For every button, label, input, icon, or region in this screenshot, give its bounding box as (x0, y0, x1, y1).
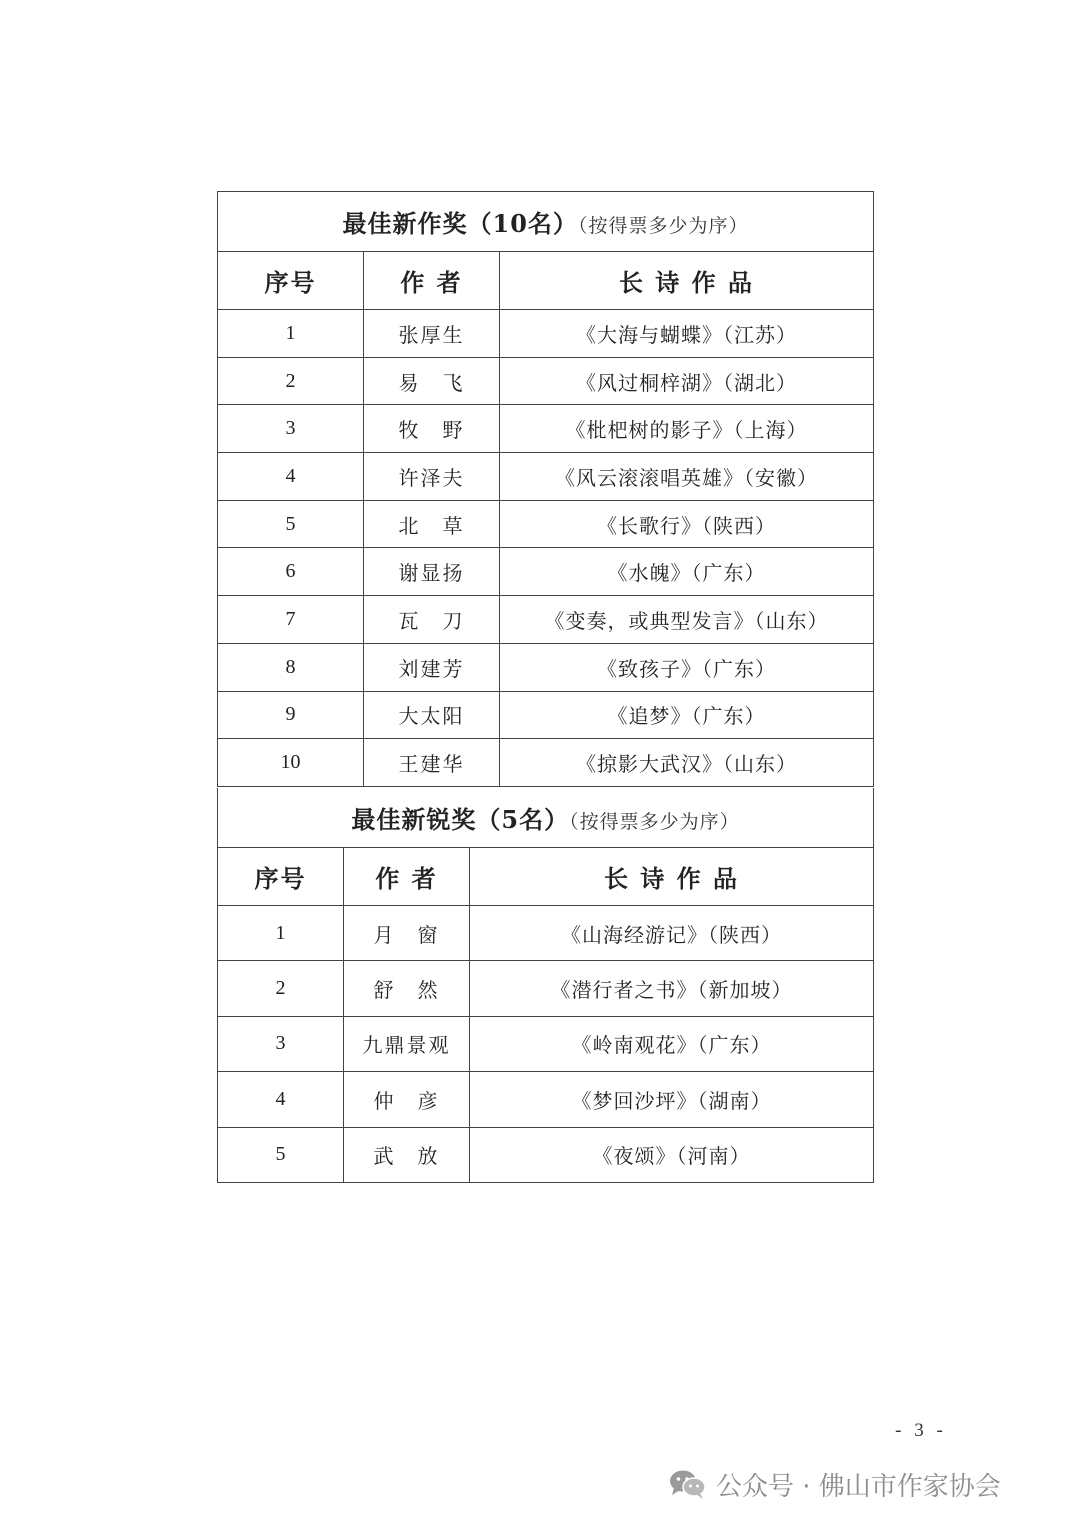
page-number: - 3 - (895, 1420, 947, 1441)
row-author: 北 草 (364, 500, 500, 548)
row-index: 10 (218, 739, 364, 787)
row-author: 九鼎景观 (344, 1016, 470, 1071)
row-index: 6 (218, 548, 364, 596)
table-row (218, 691, 874, 739)
table-title (218, 192, 874, 252)
table-row (218, 1072, 874, 1127)
table-row (218, 310, 874, 358)
table-title-main: 最佳新作奖（10名） (342, 209, 578, 238)
header-index: 序号 (218, 848, 344, 906)
row-author: 瓦 刀 (364, 596, 500, 644)
table-row (218, 357, 874, 405)
table-row (218, 500, 874, 548)
row-index: 1 (218, 906, 344, 961)
table-title-row (218, 788, 874, 848)
row-work: 《枇杷树的影子》（上海） (500, 405, 874, 453)
row-work: 《梦回沙坪》（湖南） (470, 1072, 874, 1127)
row-index: 2 (218, 961, 344, 1016)
header-index: 序号 (218, 252, 364, 310)
row-work: 《长歌行》（陕西） (500, 500, 874, 548)
row-work: 《风过桐梓湖》（湖北） (500, 357, 874, 405)
table-row (218, 739, 874, 787)
row-index: 4 (218, 453, 364, 501)
row-author: 张厚生 (364, 310, 500, 358)
row-index: 5 (218, 500, 364, 548)
header-author: 作 者 (364, 252, 500, 310)
row-index: 4 (218, 1072, 344, 1127)
row-work: 《夜颂》（河南） (470, 1127, 874, 1182)
watermark-text: 公众号 · 佛山市作家协会 (716, 1471, 1001, 1502)
row-index: 5 (218, 1127, 344, 1182)
row-work: 《潜行者之书》（新加坡） (470, 961, 874, 1016)
table-row (218, 961, 874, 1016)
row-author: 牧 野 (364, 405, 500, 453)
row-author: 王建华 (364, 739, 500, 787)
row-index: 3 (218, 405, 364, 453)
row-index: 2 (218, 357, 364, 405)
table-row (218, 643, 874, 691)
table-header-row (218, 252, 874, 310)
row-work: 《岭南观花》（广东） (470, 1016, 874, 1071)
row-work: 《掠影大武汉》（山东） (500, 739, 874, 787)
wechat-icon (668, 1468, 708, 1500)
row-work: 《水魄》（广东） (500, 548, 874, 596)
account-watermark (668, 1462, 1001, 1506)
row-index: 3 (218, 1016, 344, 1071)
row-work: 《变奏，或典型发言》（山东） (500, 596, 874, 644)
row-author: 武 放 (344, 1127, 470, 1182)
row-author: 月 窗 (344, 906, 470, 961)
best-newcomer-award-table (217, 788, 874, 1183)
table-row (218, 596, 874, 644)
table-row (218, 1127, 874, 1182)
row-author: 谢显扬 (364, 548, 500, 596)
row-work: 《致孩子》（广东） (500, 643, 874, 691)
header-work: 长 诗 作 品 (470, 848, 874, 906)
row-author: 仲 彦 (344, 1072, 470, 1127)
table-row (218, 906, 874, 961)
row-author: 许泽夫 (364, 453, 500, 501)
table-title-note: （按得票多少为序） (569, 811, 740, 833)
row-work: 《大海与蝴蝶》（江苏） (500, 310, 874, 358)
table-header-row (218, 848, 874, 906)
header-author: 作 者 (344, 848, 470, 906)
table-row (218, 453, 874, 501)
table-title (218, 788, 874, 848)
header-work: 长 诗 作 品 (500, 252, 874, 310)
table-row (218, 1016, 874, 1071)
table-row (218, 405, 874, 453)
row-index: 7 (218, 596, 364, 644)
table-title-main: 最佳新锐奖（5名） (351, 805, 570, 834)
row-work: 《山海经游记》（陕西） (470, 906, 874, 961)
table-title-row (218, 192, 874, 252)
row-work: 《风云滚滚唱英雄》（安徽） (500, 453, 874, 501)
row-author: 刘建芳 (364, 643, 500, 691)
row-index: 8 (218, 643, 364, 691)
row-work: 《追梦》（广东） (500, 691, 874, 739)
table-row (218, 548, 874, 596)
row-author: 大太阳 (364, 691, 500, 739)
row-author: 易 飞 (364, 357, 500, 405)
best-new-work-award-table (217, 191, 874, 787)
table-title-note: （按得票多少为序） (577, 215, 749, 237)
row-index: 9 (218, 691, 364, 739)
row-author: 舒 然 (344, 961, 470, 1016)
row-index: 1 (218, 310, 364, 358)
